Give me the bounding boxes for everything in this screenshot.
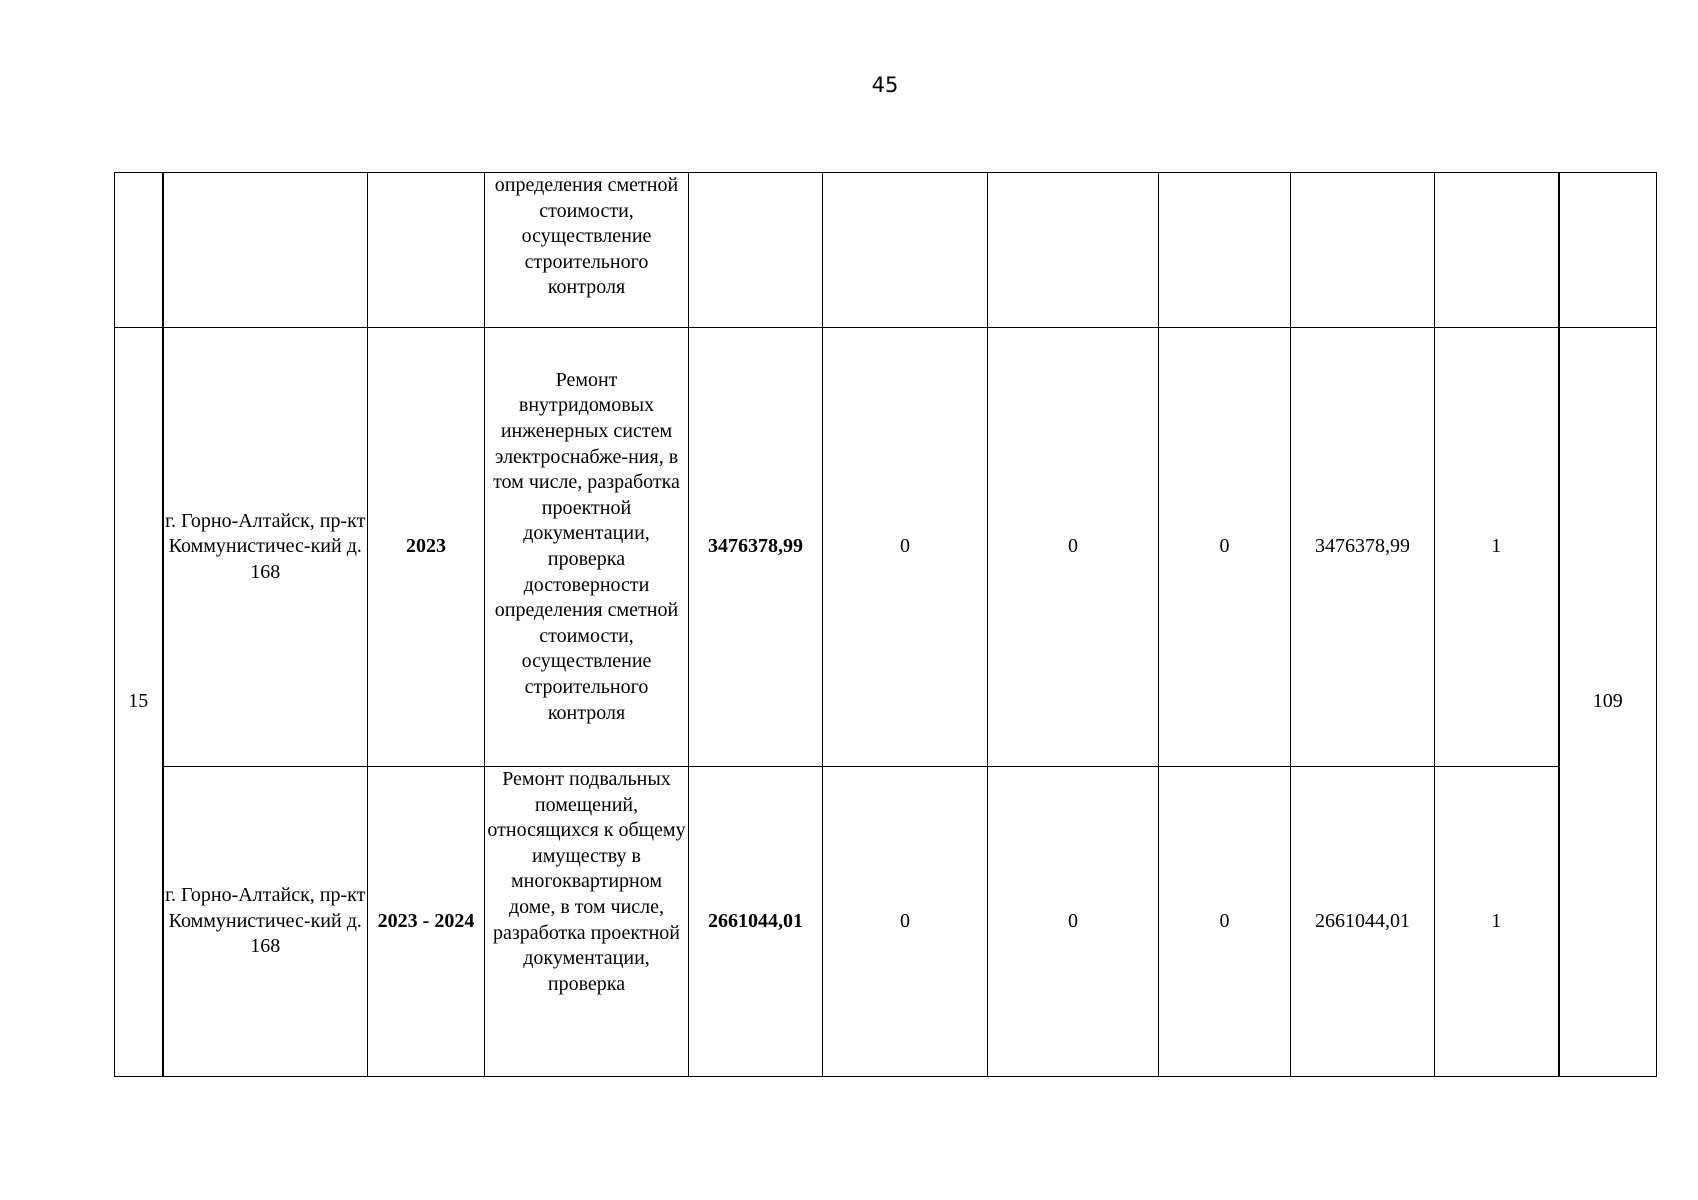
cell-index: [115, 173, 163, 328]
cell-address: г. Горно-Алтайск, пр-кт Коммунистичес-кий д. 168: [163, 767, 368, 1077]
table-row-continuation: [115, 173, 1657, 328]
cell-source-4: [1291, 173, 1435, 328]
cell-total: 3476378,99: [689, 328, 823, 767]
cell-work: определения сметной стоимости, осуществление строительного контроля: [485, 173, 689, 328]
cell-source-3: 0: [1159, 767, 1291, 1077]
cell-source-3: 0: [1159, 328, 1291, 767]
cell-address: г. Горно-Алтайск, пр-кт Коммунистичес-кий д. 168: [163, 328, 368, 767]
cell-source-2: 0: [988, 767, 1159, 1077]
cell-index: 15: [115, 328, 163, 1077]
cell-work: Ремонт подвальных помещений, относящихся к общему имуществу в многоквартирном доме, в том числе, разработка проектной документации, проверка: [485, 767, 689, 1077]
cell-work: Ремонт внутридомовых инженерных систем электроснабже-ния, в том числе, разработка проектной документации, проверка достоверности определения сметной стоимости, осуществление строительного контроля: [485, 328, 689, 767]
cell-count: [1435, 173, 1559, 328]
cell-source-1: 0: [823, 328, 988, 767]
table-row: [115, 767, 1657, 1077]
cell-source-2: [988, 173, 1159, 328]
cell-address: [163, 173, 368, 328]
cell-total: [689, 173, 823, 328]
cell-source-2: 0: [988, 328, 1159, 767]
table-row: [115, 328, 1657, 767]
cell-last: [1559, 173, 1657, 328]
page-number: 45: [871, 73, 899, 97]
cell-last: 109: [1559, 328, 1657, 1077]
cell-count: 1: [1435, 767, 1559, 1077]
cell-source-1: [823, 173, 988, 328]
cell-period: 2023: [368, 328, 485, 767]
cell-count: 1: [1435, 328, 1559, 767]
cell-period: 2023 - 2024: [368, 767, 485, 1077]
cell-period: [368, 173, 485, 328]
works-table: [114, 172, 1657, 1077]
cell-source-4: 3476378,99: [1291, 328, 1435, 767]
cell-total: 2661044,01: [689, 767, 823, 1077]
cell-source-3: [1159, 173, 1291, 328]
cell-source-1: 0: [823, 767, 988, 1077]
cell-source-4: 2661044,01: [1291, 767, 1435, 1077]
